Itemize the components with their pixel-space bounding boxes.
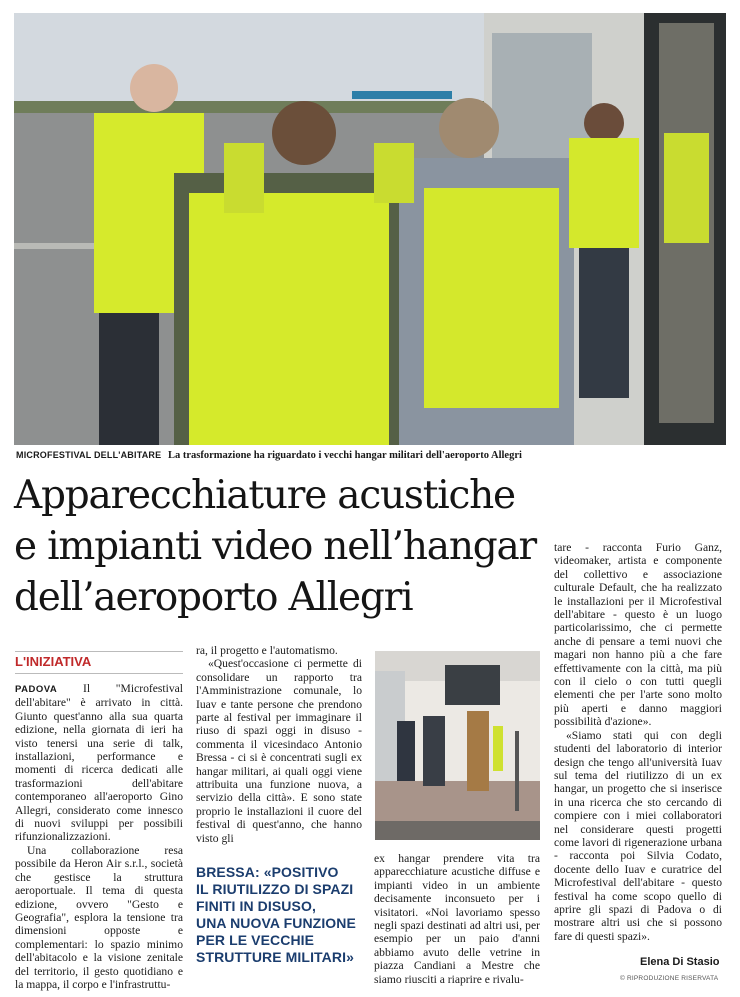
pull-quote-line: PER LE VECCHIE [196, 932, 315, 948]
article-column-2 [196, 644, 362, 845]
headline-line-3: dell’aeroporto Allegri [14, 575, 413, 620]
section-divider-bottom [15, 673, 183, 674]
headline-line-1: Apparecchiature acustiche [14, 473, 515, 518]
paragraph: tare - racconta Furio Ganz, videomaker, artista e componente del collettivo e associazione culturale Default, che ha realizzato le installazioni per il Microfestival dell'abitare - questo è un luogo particolarissimo, che ci permette anche di pensare a temi nuovi che magari non hanno più a che fare effettivamente con la città, ma più con il cielo o con tutti quegli elementi che per l'arte sono molto più aperti e danno maggiori possibilità d'azione». [554, 541, 722, 729]
paragraph: «Quest'occasione ci permette di consolidare un rapporto tra l'Amministrazione comunale, lo Iuav e tante persone che prendono parte al festival per immaginare il riuso di spazi oggi in disuso - commenta il vicesindaco Antonio Bressa - ci si è concentrati sugli ex hangar militari, ai quali oggi viene attribuita una funzione nuova, a servizio della città». E sono state proprio le installazioni il cuore del festival di quest'anno, che hanno visto gli [196, 657, 362, 845]
copyright-notice: © RIPRODUZIONE RISERVATA [620, 975, 719, 982]
article-column-1 [15, 682, 183, 991]
photo-people-hangar-icon [14, 13, 726, 445]
pull-quote-line: BRESSA: «POSITIVO [196, 864, 339, 880]
caption-text: La trasformazione ha riguardato i vecchi hangar militari dell'aeroporto Allegri [167, 450, 522, 461]
headline-line-2: e impianti video nell’hangar [14, 524, 536, 569]
caption-kicker: MICROFESTIVAL DELL'ABITARE [16, 450, 162, 460]
article-column-4 [554, 541, 722, 943]
pull-quote-line: UNA NUOVA FUNZIONE [196, 915, 356, 931]
section-label: L'INIZIATIVA [15, 654, 92, 669]
secondary-photo [375, 651, 540, 840]
paragraph: «Siamo stati qui con degli studenti del laboratorio di interior design che tengo all'università Iuav sul tema del riutilizzo di un ex hangar, un progetto che si inserisce in una ricerca che sto cercando di compiere con i miei collaboratori nel considerare questi progetti come lavori di rigenerazione urbana - racconta poi Silvia Codato, docente dello Iuav e curatrice del Microfestival dell'abitare - questo festival ha come scopo quello di aprire gli spazi di Padova o di mostrare altri usi che si possono fare di questi spazi». [554, 728, 722, 943]
paragraph: ra, il progetto e l'automatismo. [196, 644, 338, 657]
paragraph [15, 682, 183, 844]
section-divider-top [15, 651, 183, 652]
paragraph: ex hangar prendere vita tra apparecchiature acustiche diffuse e impianti video in un ambiente decisamente inconsueto per i visitatori. «Noi lavoriamo spesso negli spazi destinati ad altri usi, per esempio per un paio d'anni abbiamo avuto delle vetrine in piazza Candiani a Mestre che siamo riusciti a riaprire e rivalu- [374, 852, 540, 986]
headline [14, 470, 574, 623]
paragraph-text: Il "Microfestival dell'abitare" è arrivato in città. Giunto quest'anno alla sua quarta edizione, nella giornata di ieri ha visto tenersi una serie di talk, installazioni, performance e momenti di ricerca dedicati alle trasformazioni dell'abitare contemporaneo all'aeroporto Gino Allegri, considerato come innesco di nuovi sviluppi per possibili rifunzionalizzazioni. [15, 682, 183, 844]
article-column-3 [374, 852, 540, 986]
paragraph: Una collaborazione resa possibile da Heron Air s.r.l., società che gestisce la struttura aeroportuale. Il tema di questa edizione, ovvero "Gesto e Geografia", esplora la tensione tra dimensioni opposte e complementari: lo spazio minimo dell'abitacolo e la visione zenitale del territorio, il gesto quotidiano e la mappa, il corpo e l'infrastruttu- [15, 843, 183, 991]
pull-quote-line: STRUTTURE MILITARI» [196, 949, 354, 965]
pull-quote [196, 864, 366, 966]
main-photo [14, 13, 726, 445]
pull-quote-line: IL RIUTILIZZO DI SPAZI [196, 881, 354, 897]
photo-caption [16, 450, 736, 461]
byline: Elena Di Stasio [640, 956, 720, 968]
dateline: PADOVA [15, 684, 58, 695]
photo-hangar-interior-icon [375, 651, 540, 840]
pull-quote-line: FINITI IN DISUSO, [196, 898, 316, 914]
